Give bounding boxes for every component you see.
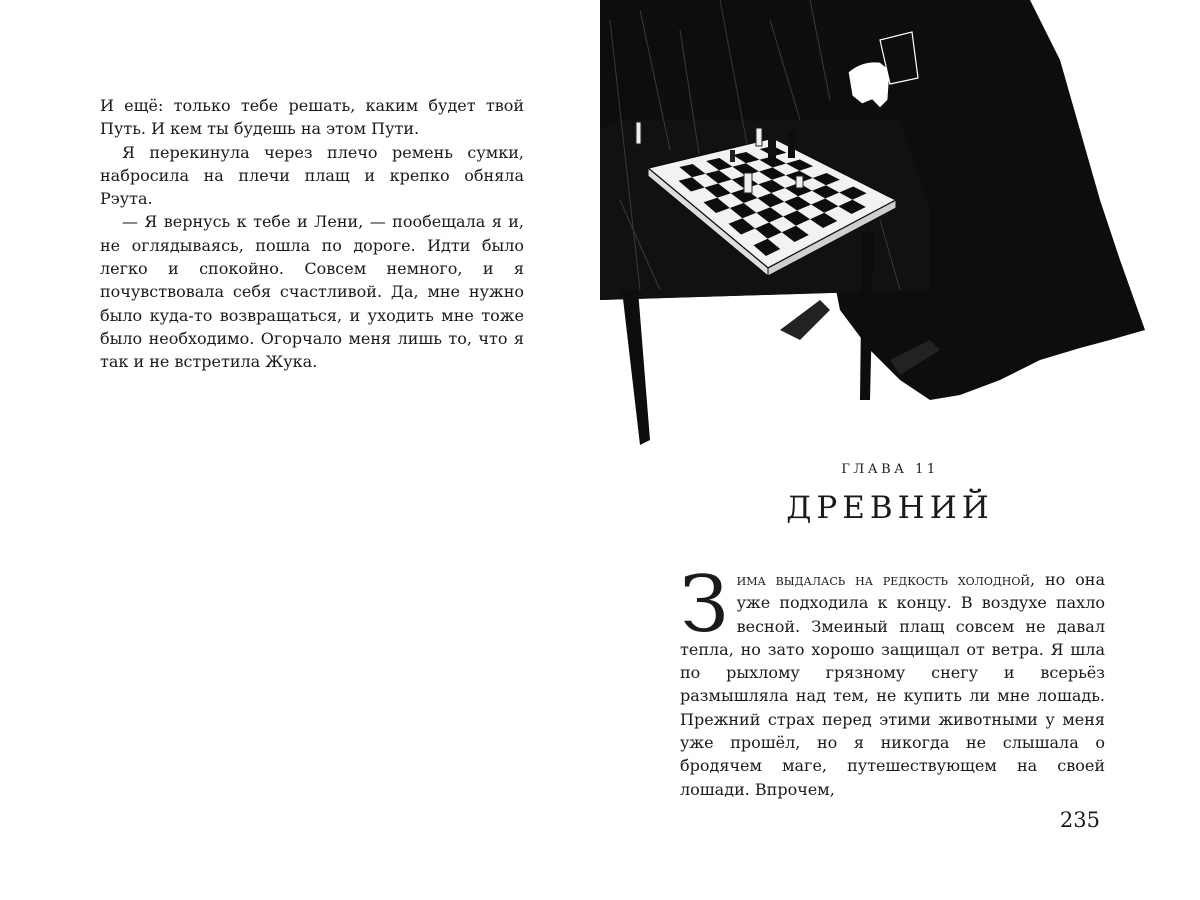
chapter-body-text (680, 560, 1106, 801)
body-paragraph: но она уже подходила к концу. В воздухе пахло весной. Змеиный плащ совсем не давал тепла, но зато хорошо защищал от ветра. Я шла по рыхлому грязному снегу и всерьёз размышляла над тем, не купить ли мне лошадь. Прежний страх перед этими животными у меня уже прошёл, но я никогда не слышала о бродячем маге, путешествующем на своей лошади. Впрочем, (680, 570, 1106, 799)
right-page (600, 0, 1200, 900)
chapter-title: ДРЕВНИЙ (786, 490, 994, 526)
paragraph: И ещё: только тебе решать, каким будет твой Путь. И кем ты будешь на этом Пути. (100, 96, 524, 139)
chess-illustration-icon (600, 0, 1200, 455)
chapter-label: ГЛАВА 11 (841, 462, 939, 477)
small-caps-lead: има выдалась на редкость холодной, (736, 570, 1036, 589)
left-page-text (100, 94, 524, 374)
paragraph: — Я вернусь к тебе и Лени, — пообещала я и, не оглядываясь, пошла по дороге. Идти было легко и спокойно. Совсем немного, и я почувствовала себя счастливой. Да, мне нужно было куда-то возвращаться, и уходить мне тоже было необходимо. Огорчало меня лишь то, что я так и не встретила Жука. (100, 212, 524, 372)
paragraph: Я перекинула через плечо ремень сумки, набросила на плечи плащ и крепко обняла Рэута. (100, 142, 524, 209)
drop-cap: З (680, 560, 729, 650)
page-number: 235 (1059, 808, 1100, 832)
